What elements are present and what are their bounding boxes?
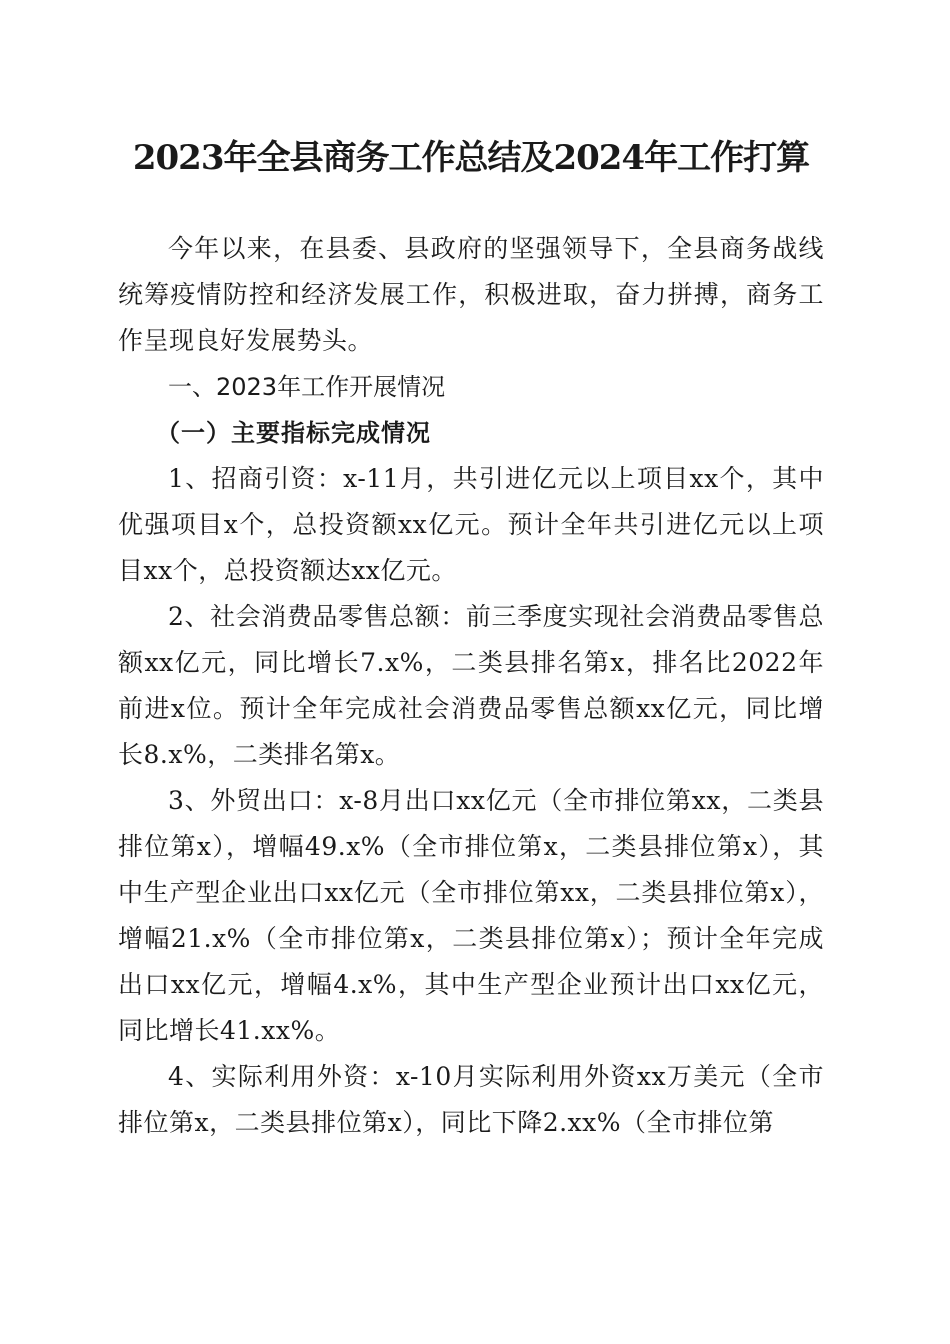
section-heading: 一、2023年工作开展情况 [168, 373, 446, 401]
document-body [118, 226, 824, 1146]
document-title: 2023年全县商务工作总结及2024年工作打算 [132, 138, 810, 178]
subsection-heading: （一）主要指标完成情况 [156, 418, 431, 447]
intro-paragraph: 今年以来，在县委、县政府的坚强领导下，全县商务战线统筹疫情防控和经济发展工作，积极进取，奋力拼搏，商务工作呈现良好发展势头。 [118, 234, 824, 355]
item-paragraph-2: 2、社会消费品零售总额：前三季度实现社会消费品零售总额xx亿元，同比增长7.x%，二类县排名第x，排名比2022年前进x位。预计全年完成社会消费品零售总额xx亿元，同比增长8.x%，二类排名第x。 [118, 602, 824, 769]
item-paragraph-1: 1、招商引资：x-11月，共引进亿元以上项目xx个，其中优强项目x个，总投资额xx亿元。预计全年共引进亿元以上项目xx个，总投资额达xx亿元。 [118, 464, 824, 585]
item-paragraph-4: 4、实际利用外资：x-10月实际利用外资xx万美元（全市排位第x，二类县排位第x），同比下降2.xx%（全市排位第 [118, 1062, 824, 1137]
document-page [118, 130, 824, 1146]
item-paragraph-3: 3、外贸出口：x-8月出口xx亿元（全市排位第xx，二类县排位第x），增幅49.x%（全市排位第x，二类县排位第x），其中生产型企业出口xx亿元（全市排位第xx，二类县排位第x），增幅21.x%（全市排位第x，二类县排位第x）；预计全年完成出口xx亿元，增幅4.x%，其中生产型企业预计出口xx亿元，同比增长41.xx%。 [118, 786, 824, 1045]
